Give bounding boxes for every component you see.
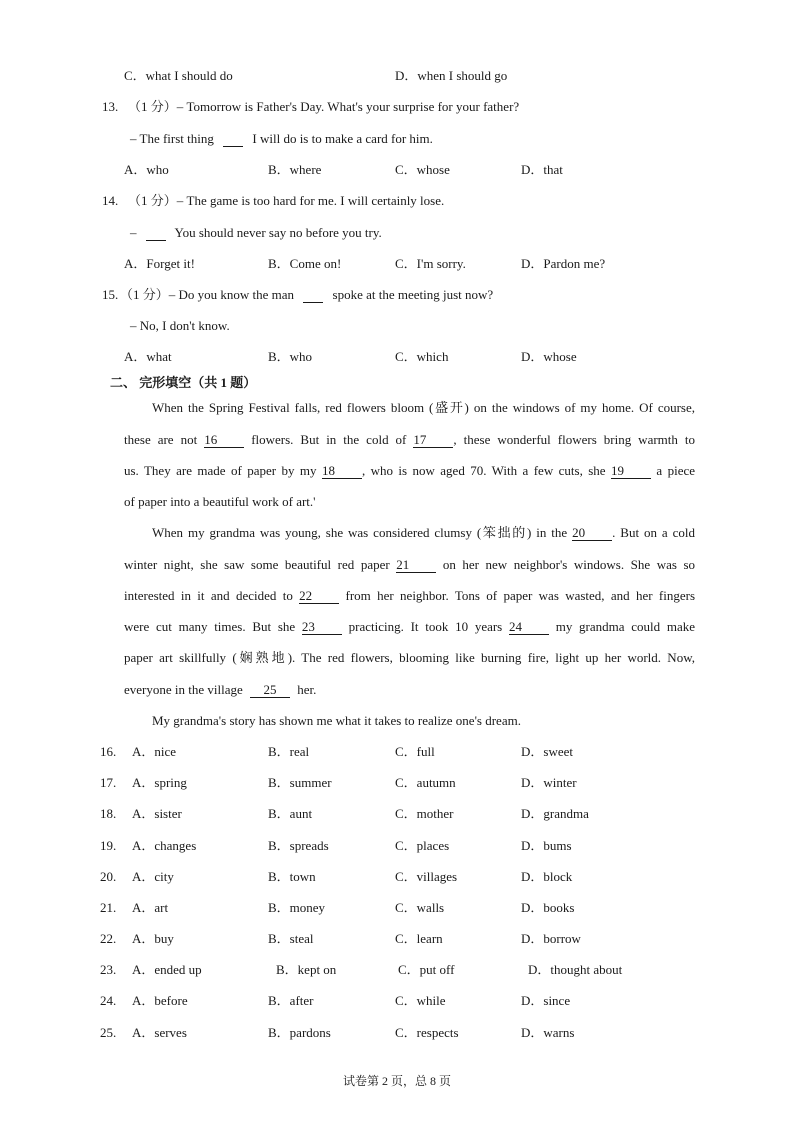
choice-24-a: A．before — [132, 993, 188, 1008]
choice-16-b: B．real — [268, 744, 310, 759]
choice-16-c: C．full — [395, 744, 435, 759]
choice-22-b: B．steal — [268, 931, 314, 946]
q14-stem: （1 分）– The game is too hard for me. I will certainly lose. — [128, 193, 445, 208]
text: us. They are made of paper by my — [124, 463, 317, 478]
choice-21-number: 21. — [100, 900, 117, 915]
text: , who is now aged 70. With a few cuts, she — [361, 463, 606, 478]
choice-21-a: A．art — [132, 900, 169, 915]
choice-22-c: C．learn — [395, 931, 443, 946]
choice-25-d: D．warns — [521, 1025, 575, 1040]
choice-23-d: D．thought about — [528, 962, 623, 977]
blank-20: 20 — [572, 526, 612, 541]
passage-line — [124, 463, 695, 479]
q15-option-d: D．whose — [521, 349, 577, 364]
section-title: 二、 完形填空（共 1 题） — [110, 375, 257, 390]
choice-18-a: A．sister — [132, 806, 182, 821]
text: from her neighbor. Tons of paper was wasted, and her fingers — [345, 588, 696, 603]
q15-option-b: B．who — [268, 349, 313, 364]
choice-18-number: 18. — [100, 806, 117, 821]
q14-line-a: – — [130, 225, 137, 240]
choice-24-c: C．while — [395, 993, 446, 1008]
q13-answer-line — [130, 131, 433, 147]
blank-18: 18 — [322, 464, 362, 479]
q13-option-a: A．who — [124, 162, 169, 177]
q13-option-c: C．whose — [395, 162, 450, 177]
q14-option-a: A．Forget it! — [124, 256, 195, 271]
choice-19-c: C．places — [395, 838, 450, 853]
choice-17-number: 17. — [100, 775, 117, 790]
q15-stem-b: spoke at the meeting just now? — [332, 287, 494, 302]
text: my grandma could make — [555, 619, 696, 634]
choice-20-d: D．block — [521, 869, 573, 884]
q15-option-c: C．which — [395, 349, 449, 364]
text: these are not — [124, 432, 198, 447]
blank-25: 25 — [250, 683, 290, 698]
blank-17: 17 — [413, 433, 453, 448]
passage-line: paper art skillfully (娴熟地). The red flowers, blooming like burning fire, light up her world. Now, — [124, 650, 695, 665]
choice-18-c: C．mother — [395, 806, 454, 821]
q15-blank — [303, 288, 323, 303]
text: winter night, she saw some beautiful red paper — [124, 557, 390, 572]
q13-number: 13. — [102, 99, 119, 114]
passage-line — [124, 432, 695, 448]
q13-line-b: I will do is to make a card for him. — [252, 131, 433, 146]
passage-line — [124, 682, 316, 698]
choice-19-d: D．bums — [521, 838, 572, 853]
choice-21-b: B．money — [268, 900, 326, 915]
choice-21-d: D．books — [521, 900, 575, 915]
passage-line — [124, 588, 695, 604]
blank-23: 23 — [302, 620, 342, 635]
q14-option-b: B．Come on! — [268, 256, 342, 271]
passage-line: of paper into a beautiful work of art.' — [124, 494, 316, 509]
choice-24-b: B．after — [268, 993, 314, 1008]
q15-option-a: A．what — [124, 349, 172, 364]
blank-24: 24 — [509, 620, 549, 635]
q12-option-d: D．when I should go — [395, 68, 508, 83]
q15-stem — [120, 287, 493, 303]
q13-blank — [223, 132, 243, 147]
text: . But on a cold — [612, 525, 696, 540]
choice-18-d: D．grandma — [521, 806, 589, 821]
blank-19: 19 — [611, 464, 651, 479]
choice-16-d: D．sweet — [521, 744, 573, 759]
choice-25-c: C．respects — [395, 1025, 459, 1040]
choice-25-a: A．serves — [132, 1025, 187, 1040]
q13-stem: （1 分）– Tomorrow is Father's Day. What's your surprise for your father? — [128, 99, 520, 114]
q15-number: 15. — [102, 287, 119, 302]
q14-answer-line — [130, 225, 382, 241]
choice-21-c: C．walls — [395, 900, 445, 915]
q14-option-c: C．I'm sorry. — [395, 256, 466, 271]
choice-23-b: B．kept on — [276, 962, 337, 977]
choice-19-b: B．spreads — [268, 838, 329, 853]
choice-19-a: A．changes — [132, 838, 197, 853]
text: everyone in the village — [124, 682, 243, 697]
q15-reply: – No, I don't know. — [130, 318, 230, 333]
choice-17-c: C．autumn — [395, 775, 456, 790]
q14-line-b: You should never say no before you try. — [174, 225, 382, 240]
choice-17-a: A．spring — [132, 775, 187, 790]
choice-17-b: B．summer — [268, 775, 332, 790]
text: her. — [297, 682, 317, 697]
q13-option-b: B．where — [268, 162, 322, 177]
blank-16: 16 — [204, 433, 244, 448]
passage-line: My grandma's story has shown me what it takes to realize one's dream. — [152, 713, 521, 728]
passage-line — [124, 619, 695, 635]
q14-number: 14. — [102, 193, 119, 208]
text: flowers. But in the cold of — [251, 432, 407, 447]
choice-22-a: A．buy — [132, 931, 174, 946]
choice-24-d: D．since — [521, 993, 571, 1008]
text: When my grandma was young, she was considered clumsy (笨拙的) in the — [152, 525, 568, 540]
choice-16-a: A．nice — [132, 744, 177, 759]
choice-25-number: 25. — [100, 1025, 117, 1040]
text: on her new neighbor's windows. She was so — [442, 557, 696, 572]
choice-23-number: 23. — [100, 962, 117, 977]
choice-23-c: C．put off — [398, 962, 455, 977]
choice-20-number: 20. — [100, 869, 117, 884]
q15-stem-a: （1 分）– Do you know the man — [120, 287, 295, 302]
choice-17-d: D．winter — [521, 775, 577, 790]
choice-25-b: B．pardons — [268, 1025, 331, 1040]
choice-16-number: 16. — [100, 744, 117, 759]
text: a piece — [656, 463, 696, 478]
passage-line: When the Spring Festival falls, red flowers bloom (盛开) on the windows of my home. Of course, — [152, 400, 695, 415]
text: were cut many times. But she — [124, 619, 296, 634]
choice-19-number: 19. — [100, 838, 117, 853]
choice-20-a: A．city — [132, 869, 174, 884]
text: interested in it and decided to — [124, 588, 293, 603]
choice-20-b: B．town — [268, 869, 316, 884]
q14-option-d: D．Pardon me? — [521, 256, 606, 271]
q14-blank — [146, 226, 166, 241]
q13-option-d: D．that — [521, 162, 563, 177]
choice-20-c: C．villages — [395, 869, 458, 884]
q12-option-c: C．what I should do — [124, 68, 233, 83]
choice-22-d: D．borrow — [521, 931, 581, 946]
passage-line — [124, 557, 695, 573]
choice-18-b: B．aunt — [268, 806, 313, 821]
text: , these wonderful flowers bring warmth to — [453, 432, 696, 447]
page-footer: 试卷第 2 页，总 8 页 — [342, 1074, 451, 1088]
blank-21: 21 — [396, 558, 436, 573]
text: practicing. It took 10 years — [348, 619, 503, 634]
q13-line-a: – The first thing — [130, 131, 214, 146]
choice-22-number: 22. — [100, 931, 117, 946]
choice-24-number: 24. — [100, 993, 117, 1008]
blank-22: 22 — [299, 589, 339, 604]
passage-line — [152, 525, 695, 541]
choice-23-a: A．ended up — [132, 962, 202, 977]
